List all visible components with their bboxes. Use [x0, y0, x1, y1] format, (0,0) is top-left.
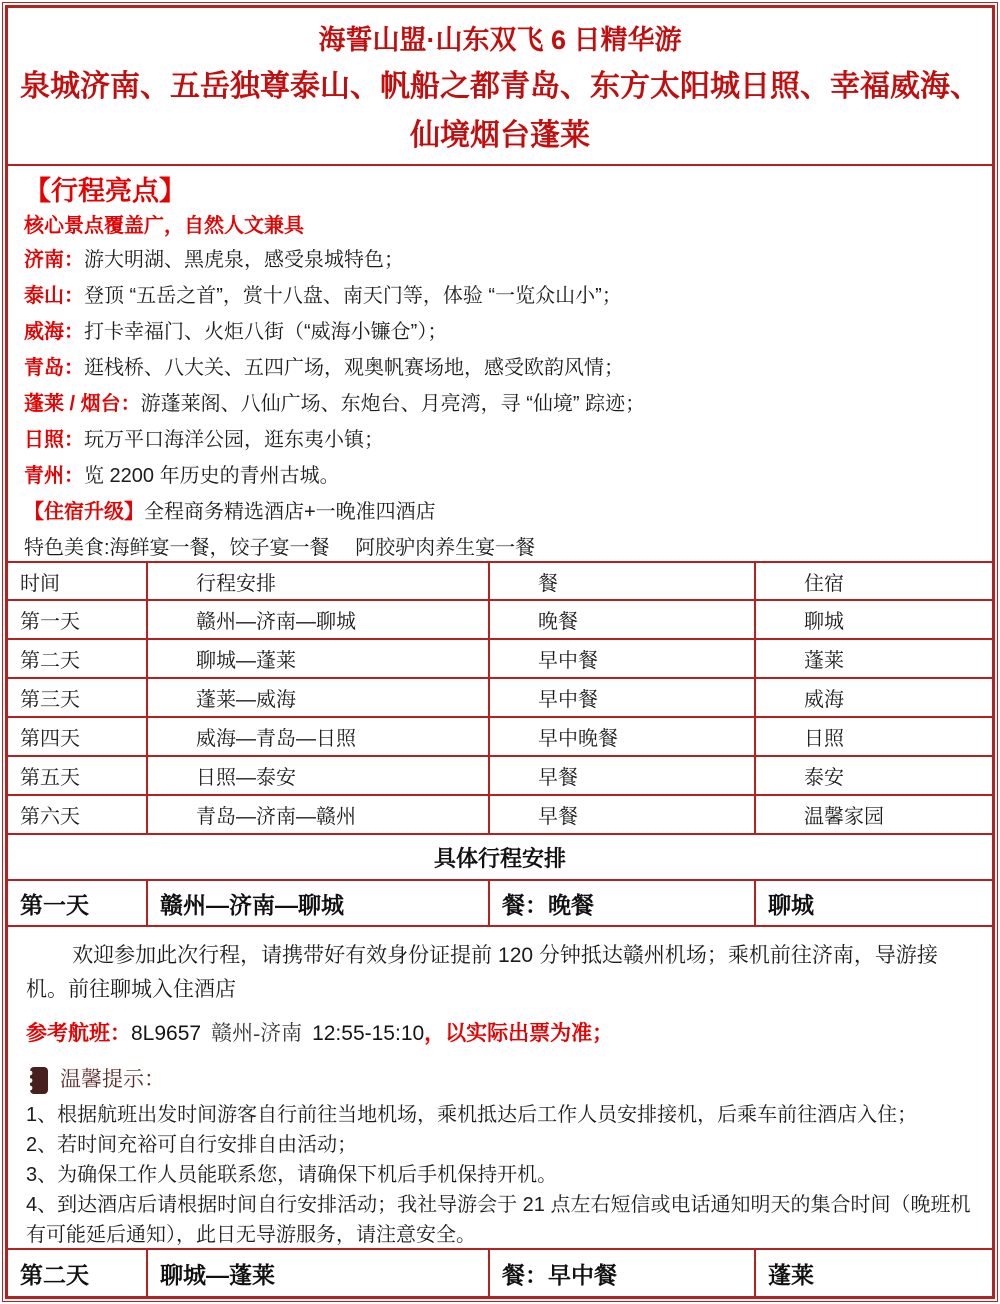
- day1-intro-paragraph: 欢迎参加此次行程，请携带好有效身份证提前 120 分钟抵达赣州机场；乘机前往济南，导游接机。前往聊城入住酒店: [26, 944, 938, 1001]
- schedule-cell-day: 第五天: [8, 757, 148, 794]
- tip-item: 4、到达酒店后请根据时间自行安排活动；我社导游会于 21 点左右短信或电话通知明天的集合时间（晚班机有可能延后通知），此日无导游服务，请注意安全。: [26, 1194, 971, 1246]
- day2-stay: 蓬莱: [768, 1261, 814, 1288]
- day2-meals: 餐：早中餐: [490, 1250, 756, 1296]
- day2-header-row: [8, 1250, 992, 1296]
- tips-list: [26, 1100, 974, 1250]
- day1-stay: 聊城: [768, 891, 814, 918]
- highlight-text: 游大明湖、黑虎泉，感受泉城特色；: [84, 249, 404, 271]
- schedule-header-cell: 时间: [8, 563, 148, 599]
- detail-section-title: 具体行程安排: [8, 835, 992, 881]
- schedule-cell-route: 青岛—济南—赣州: [148, 796, 490, 833]
- page-inner-border: [5, 5, 995, 1299]
- schedule-row: [8, 601, 992, 640]
- schedule-cell-route: 聊城—蓬莱: [148, 640, 490, 677]
- tips-heading: 温馨提示：: [60, 1068, 165, 1091]
- highlight-text: 玩万平口海洋公园，逛东夷小镇；: [84, 429, 384, 451]
- schedule-cell-meals: 早中餐: [490, 679, 756, 716]
- day1-meals: 餐：晚餐: [490, 881, 756, 925]
- lodging-line: [24, 494, 976, 530]
- schedule-row: [8, 718, 992, 757]
- schedule-cell-meals: 早餐: [490, 757, 756, 794]
- schedule-row: [8, 640, 992, 679]
- schedule-cell-day: 第二天: [8, 640, 148, 677]
- schedule-row: [8, 757, 992, 796]
- schedule-cell-meals: 早中晚餐: [490, 718, 756, 755]
- highlight-label: 青岛：: [24, 357, 84, 379]
- schedule-table-header: [8, 563, 992, 601]
- schedule-cell-stay: 威海: [804, 689, 844, 711]
- schedule-cell-meals: 早餐: [490, 796, 756, 833]
- highlights-section: [8, 166, 992, 563]
- highlight-item: [24, 350, 976, 386]
- highlight-label: 青州：: [24, 465, 84, 487]
- page-title: 海誓山盟·山东双飞 6 日精华游: [318, 25, 682, 55]
- highlight-text: 逛栈桥、八大关、五四广场，观奥帆赛场地，感受欧韵风情；: [84, 357, 624, 379]
- tip-item: 1、根据航班出发时间游客自行前往当地机场，乘机抵达后工作人员安排接机，后乘车前往酒店入住；: [26, 1104, 918, 1126]
- schedule-cell-route: 日照—泰安: [148, 757, 490, 794]
- day2-route: 聊城—蓬莱: [148, 1250, 490, 1296]
- highlight-item: [24, 422, 976, 458]
- schedule-cell-meals: 早中餐: [490, 640, 756, 677]
- highlight-item: [24, 314, 976, 350]
- schedule-cell-day: 第四天: [8, 718, 148, 755]
- schedule-cell-day: 第六天: [8, 796, 148, 833]
- highlight-text: 游蓬莱阁、八仙广场、东炮台、月亮湾，寻 “仙境” 踪迹；: [140, 393, 646, 415]
- day1-day: 第一天: [8, 881, 148, 925]
- schedule-cell-stay: 泰安: [804, 767, 844, 789]
- day1-detail-content: [8, 927, 992, 1250]
- schedule-header-cell: 住宿: [804, 572, 844, 595]
- schedule-cell-route: 威海—青岛—日照: [148, 718, 490, 755]
- day1-header-row: [8, 881, 992, 927]
- highlight-label: 泰山：: [24, 285, 84, 307]
- schedule-cell-stay: 蓬莱: [804, 650, 844, 672]
- schedule-header-cell: 行程安排: [148, 563, 490, 599]
- schedule-cell-meals: 晚餐: [490, 601, 756, 638]
- highlight-label: 日照：: [24, 429, 84, 451]
- notebook-icon: [26, 1066, 49, 1095]
- highlight-item: [24, 386, 976, 422]
- food-line: 特色美食:海鲜宴一餐，饺子宴一餐 阿胶驴肉养生宴一餐: [24, 537, 536, 559]
- highlights-heading: 【行程亮点】: [24, 176, 186, 206]
- flight-route: 赣州-济南: [211, 1021, 303, 1045]
- day2-day: 第二天: [8, 1250, 148, 1296]
- highlight-label: 济南：: [24, 249, 84, 271]
- highlights-list: [24, 242, 976, 494]
- schedule-cell-stay: 日照: [804, 728, 844, 750]
- highlight-label: 蓬莱 / 烟台：: [24, 393, 141, 415]
- highlight-text: 打卡幸福门、火炬八街（“威海小镰仓”）；: [84, 321, 448, 343]
- highlight-item: [24, 278, 976, 314]
- tip-item: 3、为确保工作人员能联系您，请确保下机后手机保持开机。: [26, 1164, 558, 1186]
- highlights-intro: 核心景点覆盖广，自然人文兼具: [24, 215, 304, 237]
- flight-info-line: [26, 1018, 974, 1049]
- highlight-text: 览 2200 年历史的青州古城。: [84, 465, 340, 487]
- tip-item: 2、若时间充裕可自行安排自由活动；: [26, 1134, 358, 1156]
- highlight-label: 威海：: [24, 321, 84, 343]
- schedule-cell-stay: 温馨家园: [804, 806, 884, 828]
- schedule-cell-day: 第一天: [8, 601, 148, 638]
- schedule-row: [8, 796, 992, 835]
- flight-label: 参考航班：: [26, 1022, 131, 1045]
- flight-number: 8L9657: [131, 1022, 202, 1045]
- schedule-header-cell: 餐: [490, 563, 756, 599]
- flight-time: 12:55-15:10: [312, 1022, 425, 1045]
- day1-route: 赣州—济南—聊城: [148, 881, 490, 925]
- lodging-label: 【住宿升级】: [24, 501, 144, 523]
- highlight-item: [24, 458, 976, 494]
- page-outer-border: [2, 2, 998, 1302]
- page-subtitle: 泉城济南、五岳独尊泰山、帆船之都青岛、东方太阳城日照、幸福威海、仙境烟台蓬莱: [20, 70, 980, 152]
- flight-note: ，以实际出票为准；: [424, 1022, 614, 1045]
- schedule-cell-day: 第三天: [8, 679, 148, 716]
- schedule-row: [8, 679, 992, 718]
- highlight-text: 登顶 “五岳之首”，赏十八盘、南天门等，体验 “一览众山小”；: [84, 285, 622, 307]
- schedule-cell-route: 赣州—济南—聊城: [148, 601, 490, 638]
- tips-heading-row: [26, 1065, 974, 1095]
- schedule-cell-route: 蓬莱—威海: [148, 679, 490, 716]
- highlight-item: [24, 242, 976, 278]
- schedule-cell-stay: 聊城: [804, 611, 844, 633]
- lodging-text: 全程商务精选酒店+一晚准四酒店: [144, 501, 436, 523]
- title-block: [8, 8, 992, 166]
